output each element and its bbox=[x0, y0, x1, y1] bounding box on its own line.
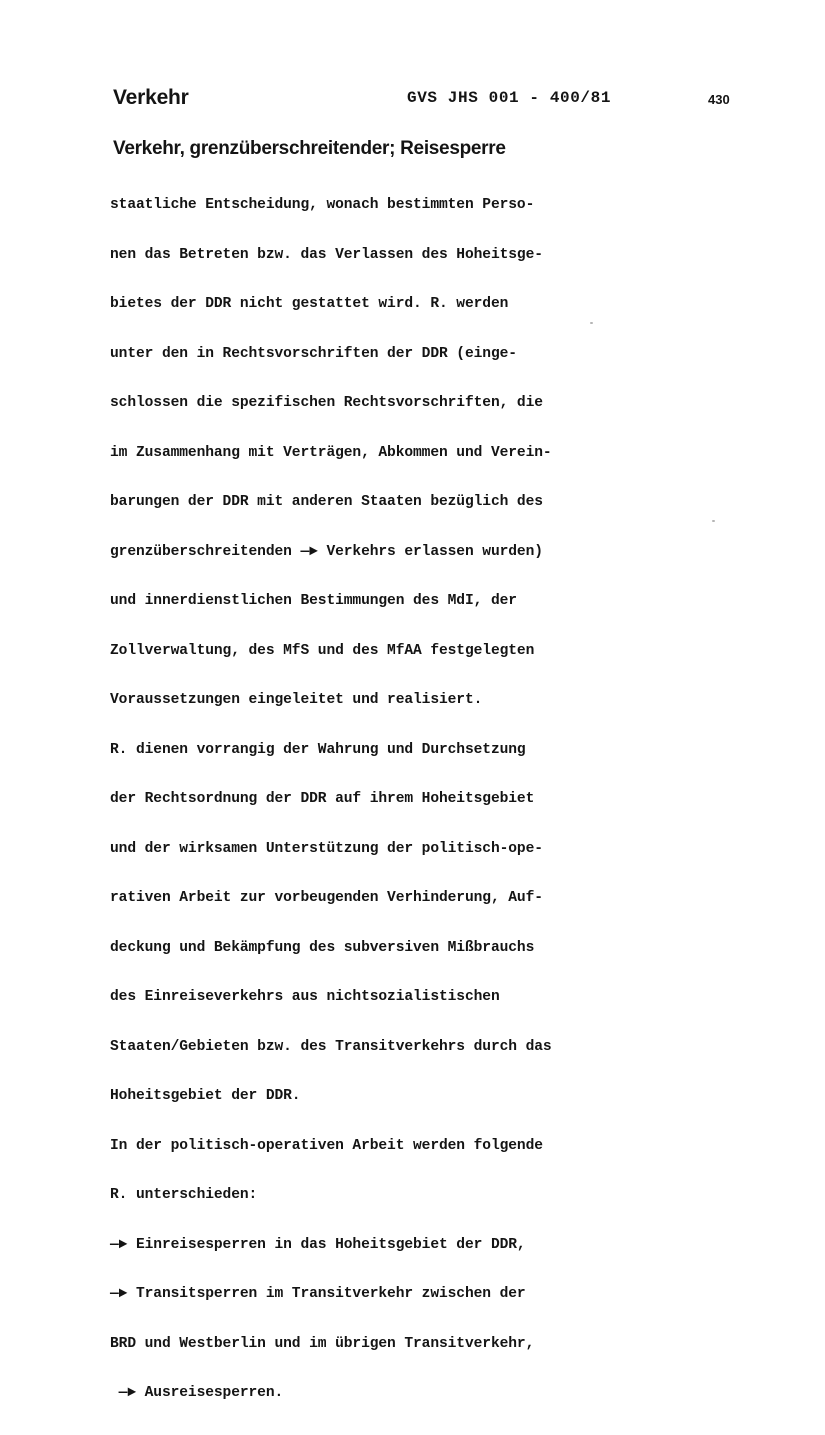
body-line: und der wirksamen Unterstützung der politisch-ope- bbox=[110, 840, 543, 857]
section-heading: Verkehr bbox=[113, 86, 189, 109]
scan-speck bbox=[712, 520, 715, 522]
body-line: rativen Arbeit zur vorbeugenden Verhinderung, Auf- bbox=[110, 890, 543, 906]
body-line: R. unterschieden: bbox=[110, 1187, 258, 1203]
body-line: und innerdienstlichen Bestimmungen des MdI, der bbox=[110, 593, 517, 609]
document-reference: GVS JHS 001 - 400/81 bbox=[407, 89, 612, 107]
body-line: deckung und Bekämpfung des subversiven Mißbrauchs bbox=[110, 939, 535, 956]
body-line: staatliche Entscheidung, wonach bestimmten Perso- bbox=[110, 197, 535, 213]
body-line: bietes der DDR nicht gestattet wird. R. werden bbox=[110, 296, 509, 312]
body-line: schlossen die spezifischen Rechtsvorschriften, die bbox=[110, 395, 543, 411]
body-line: der Rechtsordnung der DDR auf ihrem Hoheitsgebiet bbox=[110, 791, 535, 807]
body-line: Hoheitsgebiet der DDR. bbox=[110, 1088, 301, 1104]
body-line: In der politisch-operativen Arbeit werden folgende bbox=[110, 1137, 543, 1154]
body-line: R. dienen vorrangig der Wahrung und Durchsetzung bbox=[110, 741, 526, 758]
body-line: Staaten/Gebieten bzw. des Transitverkehrs durch das bbox=[110, 1038, 552, 1055]
page-number: 430 bbox=[708, 92, 730, 107]
entry-title: Verkehr, grenzüberschreitender; Reisesperre bbox=[113, 138, 506, 159]
body-line: des Einreiseverkehrs aus nichtsozialistischen bbox=[110, 989, 500, 1005]
body-line: im Zusammenhang mit Verträgen, Abkommen und Verein- bbox=[110, 444, 552, 461]
body-line: unter den in Rechtsvorschriften der DDR (einge- bbox=[110, 345, 517, 362]
body-line: barungen der DDR mit anderen Staaten bezüglich des bbox=[110, 494, 543, 510]
list-item-ausreisesperren: —► Ausreisesperren. bbox=[110, 1385, 284, 1401]
body-line: Zollverwaltung, des MfS und des MfAA festgelegten bbox=[110, 642, 535, 659]
body-line: grenzüberschreitenden —► Verkehrs erlassen wurden) bbox=[110, 543, 543, 560]
list-item-einreisesperren: —► Einreisesperren in das Hoheitsgebiet der DDR, bbox=[110, 1236, 526, 1253]
scan-speck bbox=[590, 322, 593, 324]
body-line: nen das Betreten bzw. das Verlassen des Hoheitsge- bbox=[110, 246, 543, 263]
list-item-transitsperren: —► Transitsperren im Transitverkehr zwischen der bbox=[110, 1286, 526, 1302]
body-line: Voraussetzungen eingeleitet und realisiert. bbox=[110, 692, 483, 708]
entry-body bbox=[110, 164, 630, 1435]
body-line: BRD und Westberlin und im übrigen Transitverkehr, bbox=[110, 1335, 535, 1352]
